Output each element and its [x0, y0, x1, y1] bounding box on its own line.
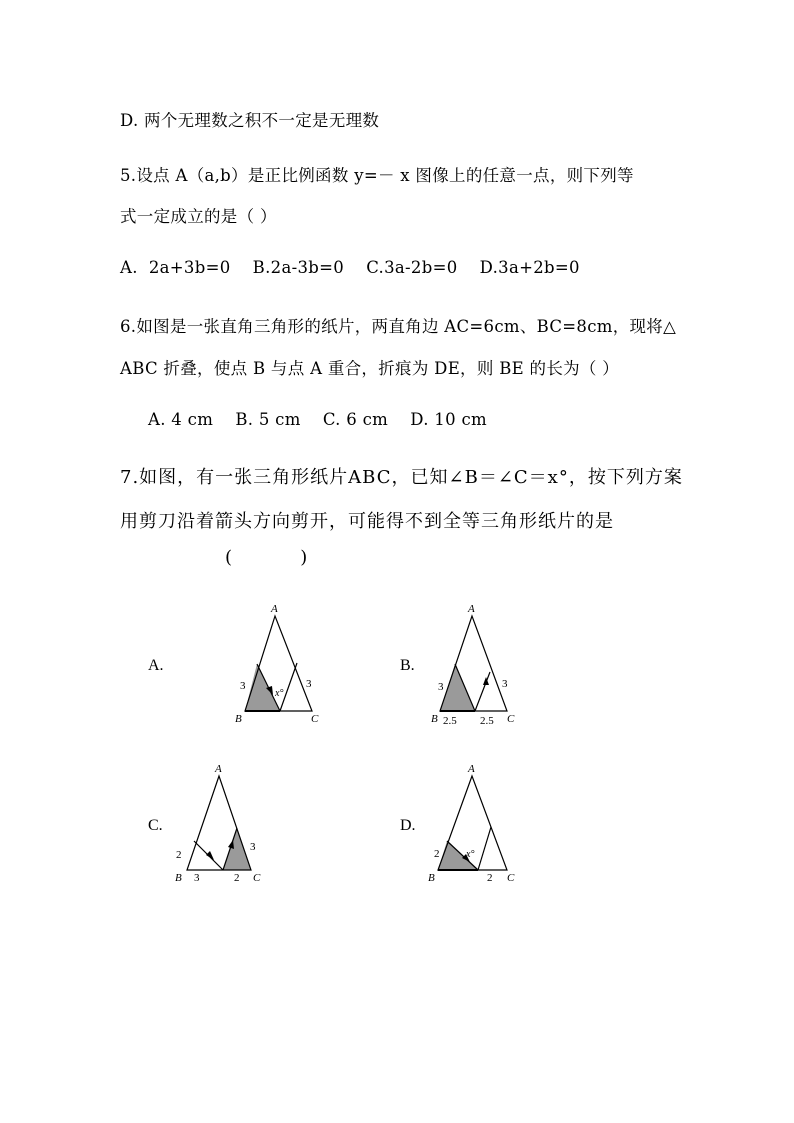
figure-c-label: C. [148, 817, 163, 834]
figure-d-vertex-a: A [468, 763, 475, 775]
figure-d-label: D. [400, 817, 416, 834]
q7-line2: 用剪刀沿着箭头方向剪开，可能得不到全等三角形纸片的是 [120, 511, 614, 532]
q6-options: A. 4 cm B. 5 cm C. 6 cm D. 10 cm [148, 410, 487, 429]
figure-c-vertex-b: B [175, 872, 182, 884]
figure-b-vertex-c: C [507, 713, 515, 725]
figure-c-left-len: 2 [176, 849, 182, 861]
figure-d-vertex-c: C [507, 872, 515, 884]
figure-d-vertex-b: B [428, 872, 435, 884]
figure-c-base-right: 2 [234, 872, 240, 884]
figure-a-vertex-a: A [271, 603, 278, 615]
figure-a-vertex-b: B [235, 713, 242, 725]
figure-b-cut-right [475, 672, 490, 711]
figure-d-left-len: 2 [434, 848, 440, 860]
figure-a-left-len: 3 [240, 680, 246, 692]
figure-c-vertex-a: A [215, 763, 222, 775]
q5-line2: 式一定成立的是（ ） [120, 207, 277, 226]
figure-c [170, 760, 280, 890]
figure-c-arrow-icon-2 [228, 840, 234, 849]
q6-line2: ABC 折叠，使点 B 与点 A 重合，折痕为 DE，则 BE 的长为（ ） [120, 359, 620, 378]
figure-a-right-len: 3 [306, 678, 312, 690]
figure-b-base-right: 2.5 [480, 715, 494, 727]
figure-c-right-len: 3 [250, 841, 256, 853]
figure-b-vertex-a: A [468, 603, 475, 615]
figure-a [225, 600, 335, 730]
figure-b-left-len: 3 [438, 681, 444, 693]
q5-line1: 5.设点 A（a,b）是正比例函数 y=－ x 图像上的任意一点，则下列等 [120, 166, 634, 185]
figure-c-base-left: 3 [194, 872, 200, 884]
figure-b-label: B. [400, 657, 415, 674]
q7-line1: 7.如图，有一张三角形纸片ABC，已知∠B＝∠C＝x°，按下列方案 [120, 467, 683, 488]
figure-a-angle: x° [275, 688, 284, 699]
figure-b-vertex-b: B [431, 713, 438, 725]
q7-line3: ( ) [225, 547, 309, 568]
figure-c-vertex-c: C [253, 872, 261, 884]
figure-a-cut-right [280, 663, 297, 711]
figure-d [420, 760, 530, 890]
figure-d-base-right: 2 [487, 872, 493, 884]
figure-a-vertex-c: C [311, 713, 319, 725]
figure-c-arrow-icon-1 [206, 851, 214, 860]
figure-b-base-left: 2.5 [443, 715, 457, 727]
q6-line1: 6.如图是一张直角三角形的纸片，两直角边 AC=6cm、BC=8cm，现将△ [120, 317, 677, 336]
figure-d-cut-right [478, 827, 491, 870]
figure-b-right-len: 3 [502, 678, 508, 690]
q5-options: A. 2a+3b=0 B.2a-3b=0 C.3a-2b=0 D.3a+2b=0 [120, 258, 580, 277]
figure-a-label: A. [148, 657, 164, 674]
figure-c-shaded-triangle [223, 828, 251, 870]
q4-option-d: D. 两个无理数之积不一定是无理数 [120, 111, 380, 130]
figure-d-angle: x° [466, 849, 475, 860]
figure-b [420, 600, 530, 730]
